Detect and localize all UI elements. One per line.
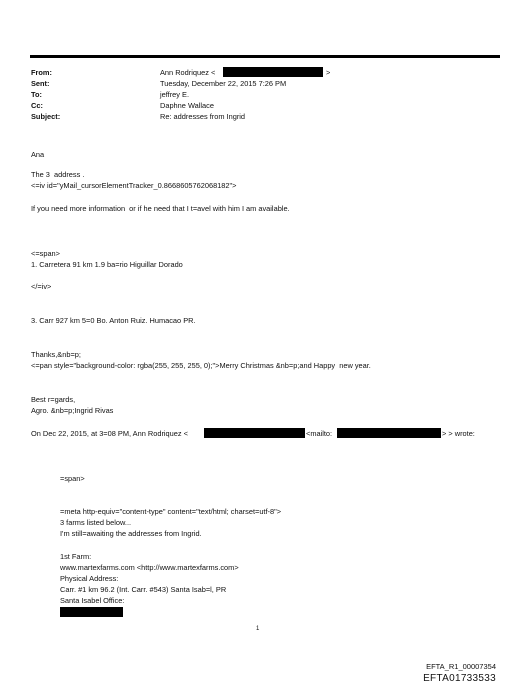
body-line: The 3 address . <box>31 170 85 179</box>
body-line: <=iv id="yMail_cursorElementTracker_0.8668605762068182"> <box>31 181 237 190</box>
page-number: 1 <box>256 626 260 632</box>
quoted-line: I'm still=awaiting the addresses from Ingrid. <box>60 529 202 538</box>
body-line: <=span> <box>31 249 60 258</box>
from-value: Ann Rodriquez < <box>160 68 216 77</box>
body-line: Best r=gards, <box>31 395 76 404</box>
to-label: To: <box>31 90 42 99</box>
sent-label: Sent: <box>31 79 50 88</box>
body-line: If you need more information or if he need that I t=avel with him I am available. <box>31 204 290 213</box>
address-line: 1. Carretera 91 km 1.9 ba=rio Higuillar Dorado <box>31 260 183 269</box>
cc-label: Cc: <box>31 101 43 110</box>
body-line: </=iv> <box>31 282 52 291</box>
quoted-line: 1st Farm: <box>60 552 92 561</box>
from-value-end: > <box>326 68 331 77</box>
quoted-line: Carr. #1 km 96.2 (Int. Carr. #543) Santa Isab=l, PR <box>60 585 227 594</box>
redaction-box <box>204 428 305 438</box>
quoted-line: Santa Isabel Office: <box>60 596 125 605</box>
address-line: 3. Carr 927 km 5=0 Bo. Anton Ruiz. Humacao PR. <box>31 316 196 325</box>
redaction-box <box>337 428 441 438</box>
to-value: jeffrey E. <box>160 90 190 99</box>
signature-line: Agro. &nb=p;Ingrid Rivas <box>31 406 114 415</box>
footer-id-secondary: EFTA01733533 <box>423 673 496 684</box>
reply-intro: On Dec 22, 2015, at 3=08 PM, Ann Rodriquez < <box>31 429 188 438</box>
footer-id-primary: EFTA_R1_00007354 <box>426 662 496 671</box>
body-line: Thanks,&nb=p; <box>31 350 81 359</box>
reply-intro-mailto: <mailto: <box>306 429 333 438</box>
sent-value: Tuesday, December 22, 2015 7:26 PM <box>160 79 287 88</box>
quoted-line: =span> <box>60 474 85 483</box>
greeting: Ana <box>31 150 45 159</box>
redaction-box <box>223 67 323 77</box>
from-label: From: <box>31 68 52 77</box>
subject-label: Subject: <box>31 112 61 121</box>
cc-value: Daphne Wallace <box>160 101 214 110</box>
header-rule <box>30 55 500 58</box>
body-line: <=pan style="background-color: rgba(255, 255, 255, 0);">Merry Christmas &nb=p;and Happy new year. <box>31 361 371 370</box>
reply-intro-end: > > wrote: <box>442 429 475 438</box>
quoted-line: 3 farms listed below... <box>60 518 132 527</box>
subject-value: Re: addresses from Ingrid <box>160 112 246 121</box>
quoted-line: =meta http-equiv="content-type" content="text/html; charset=utf-8"> <box>60 507 282 516</box>
redaction-box <box>60 607 123 617</box>
quoted-line: Physical Address: <box>60 574 119 583</box>
quoted-line: www.martexfarms.com <http://www.martexfarms.com> <box>60 563 239 572</box>
